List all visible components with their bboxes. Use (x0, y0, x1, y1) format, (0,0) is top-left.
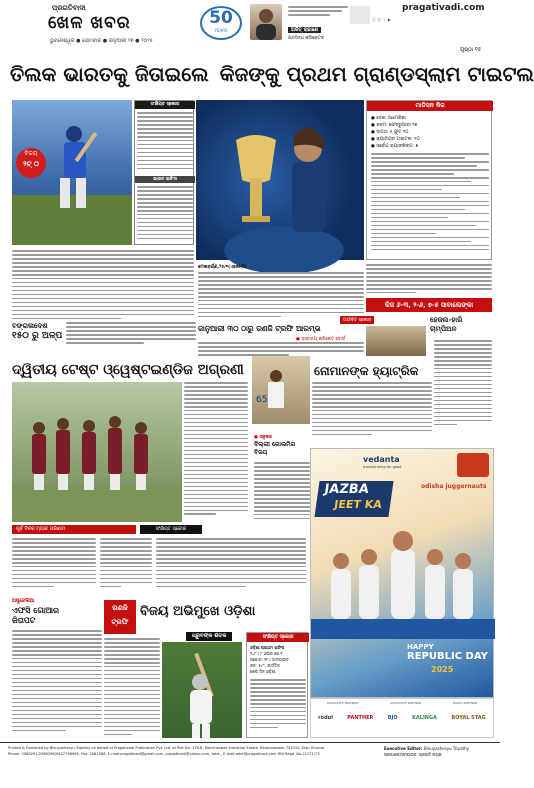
footer-contact: Phone: 2588291/2588298/9437798965, Fax: 2582588, E-mail:pragativadi@gmail.com, pragativadi@yahoo.com, Advt., E-mail:advt@pragativadi.com RNI Regd. No.21271/73 (8, 752, 320, 756)
score-line: ୨୪୮ / ୮ ଓଭର ୭୬.୧ (250, 651, 283, 656)
lead-headline (10, 62, 534, 96)
brief-score-label: ସଂକ୍ଷିପ୍ତ ସ୍କୋର (140, 525, 202, 534)
ranji-box (104, 600, 136, 634)
madison-story-body (366, 264, 492, 296)
bangladesh-title: ବଙ୍ଗଳାଦେଶ (12, 322, 48, 330)
scoreboard (134, 100, 194, 245)
century-photo (162, 642, 242, 738)
bottom-left-body (12, 630, 102, 736)
noman-photo (252, 356, 310, 424)
madison-facts (371, 115, 489, 150)
score-line: ରନ: ୫୯*, କାର୍ତ୍ତିକ (250, 663, 280, 668)
ranji-headline: ବିଜୟ ଅଭିମୁଖେ ଓଡ଼ିଶା (140, 604, 256, 619)
hockey-photo (366, 326, 426, 356)
madison-box (366, 100, 492, 260)
ranji-box-line2: ଟ୍ରଫି (111, 618, 129, 626)
columnist-name: ଅଜିତ୍ ରାହାଣେ (288, 27, 321, 33)
vedanta-ad (310, 448, 494, 698)
sponsor-role: ASSOCIATE PARTNER (389, 701, 422, 705)
columnist-sub: ପ୍ରସିଦ୍ଧ କ୍ରିକେଟର (288, 36, 325, 41)
bottom-left-tag: ଅଷ୍ଟ୍ରେଲିଆ (12, 599, 35, 604)
bottom-left-headline (12, 606, 102, 626)
lead-headline-right: କିଜଙ୍କୁ ପ୍ରଥମ ଗ୍ରାଣ୍ଡସ୍ଲାମ ଟାଇଟଲ (219, 62, 534, 86)
sponsor-strip (310, 698, 494, 738)
bottom-left-head-2: ଜିତାପଟ (12, 616, 36, 625)
madison-fact: ● କ୍ୟାରିୟର ଟାଇଟଲ: ୧୦ (371, 137, 420, 142)
ranji-box-line1: ରଣଜି (112, 604, 128, 612)
madison-fact: ● ସର୍ବୋଚ୍ଚ ର‌୍ୟାଙ୍କିଙ୍ଗ: ୭ (371, 144, 419, 149)
bottom-score-lines (250, 645, 306, 675)
previous-results-bar: ପୂର୍ବ ଦିନର ମ୍ୟାଚ୍ ପରିଣାମ (12, 525, 136, 534)
sponsor-logo: KALINGA (412, 715, 437, 721)
section-tag: ପ୍ରଗତିବାଦୀ (52, 4, 86, 12)
date-line: ଭୁବନେଶ୍ୱର ● ସୋମବାର ● ଜାନୁଆରୀ ୨୭ ● ୨୦୨୫ (50, 38, 153, 44)
page-number: ପୃଷ୍ଠା ୧୫ (460, 47, 482, 53)
second-test-headline: ଦ୍ୱିତୀୟ ଟେଷ୍ଟ ଓ୍ୱେଷ୍ଟଇଣ୍ଡିଜ ଅଗ୍ରଣୀ (12, 362, 244, 378)
offbeat-tag: ଅଫବିଟ ସ୍କୋର (340, 316, 374, 324)
scoreboard-title: ସଂକ୍ଷିପ୍ତ ସ୍କୋର (135, 101, 195, 109)
columnist-photo (250, 4, 282, 40)
ad-republic-day: REPUBLIC DAY (407, 651, 488, 662)
footer-editor-sub: ପ୍ରକାଶକ/ସମ୍ପାଦକ: ପ୍ରଗତି ନାୟକ (384, 752, 442, 757)
score-badge (16, 148, 46, 178)
ad-players-illustration (311, 509, 495, 639)
team-logo (457, 453, 489, 477)
bottom-left-head-1: ଏଫସି ଗୋଆର (12, 606, 60, 615)
bottom-score-box (246, 632, 308, 738)
score-line: ଓଡ଼ିଶା ପ୍ରଥମ ଇନିଂସ (250, 645, 285, 650)
site-name: pragativadi.com (402, 3, 485, 13)
madison-more-facts (371, 153, 489, 253)
anniversary-number: 50 (209, 8, 233, 28)
footer-editor-label: Executive Editor: (384, 746, 423, 751)
hockey-title: ହେଜଲ-ହାରି (430, 316, 463, 324)
century-tag: ଧ୍ରୁବଙ୍କ ଶତକ (186, 632, 232, 641)
sponsor-logo: rodul (318, 715, 333, 721)
section-title: ଖେଳ ଖବର (48, 13, 131, 33)
sponsor-logo: BJO (387, 715, 398, 721)
columnist-quote (288, 6, 348, 22)
bangladesh-sub: ୧୫୦ ରୁ ଅଳ୍ପ (12, 331, 63, 341)
sponsor-logo: PANTHER (347, 715, 374, 721)
cricket-story-body (12, 250, 194, 320)
madison-box-title: ମାଡିସନ କିଜ (367, 101, 493, 111)
final-result-bar: କିଜ ୬-୩, ୨-୬, ୭-୫ ସାବାଲେଙ୍କା (366, 298, 492, 312)
sponsor-role: RADIO PARTNER (452, 701, 478, 705)
tennis-story-body (198, 272, 364, 320)
ad-happy: HAPPY (407, 643, 434, 651)
social-icons: ⓕ ⓧ ⓘ ▶ (372, 17, 391, 22)
t20-byline: ● ଭାରତୀୟ କ୍ରିକେଟ ବୋର୍ଡ (296, 337, 346, 342)
hockey-story-body (434, 340, 492, 440)
bangladesh-story-body (66, 322, 196, 348)
ad-team-text: odisha juggernauts (421, 483, 487, 490)
madison-fact: ● ଜନ୍ମ: ଫେବ୍ରୁଆରୀ ୧୭ (371, 123, 418, 128)
bottom-score-title: ସଂକ୍ଷିପ୍ତ ସ୍କୋର (247, 633, 309, 642)
snooker-headline: ଦିଲ୍ଲୀ ଗୋଲମିର ବିଜୟ (254, 441, 296, 456)
tennis-caption: ମେଲବର୍ଣ୍ଣ,୨୫/୧(ଏଜେନ୍ସି) (198, 265, 247, 270)
ad-slogan-line1: JAZBA (323, 482, 370, 497)
sponsor-logo: ROYAL STAG (451, 715, 486, 721)
scoreboard-title-2: ଭାରତ ଇନିଂସ (135, 176, 195, 183)
footer-editor-name: Bivuyashesyu Tripathy (424, 746, 469, 751)
masthead-date-block (350, 6, 370, 24)
brief-score-col-a (100, 538, 152, 594)
noman-headline: ନୋମାନଙ୍କ ହ୍ୟାଟ୍ରିକ (314, 364, 419, 378)
scoreboard-rows-a (137, 112, 193, 174)
tennis-photo (196, 100, 364, 260)
anniversary-logo (200, 6, 242, 40)
ad-slogan-line2: JEET KA (333, 498, 383, 511)
snooker-tag: ● ସ୍ନୁକର (254, 435, 273, 440)
footer-imprint: Printed & Published by Bivuyashesyu Tripathy on behalf of Pragativadi Publication Pvt. Ltd. at Plot No. 178-B, Mancheswar Industrial Estate, Bhubaneswar-751010, Dist: Khurda (8, 746, 324, 750)
vedanta-brand-sub: transforming for good (363, 465, 402, 469)
previous-results-body (12, 538, 96, 594)
ranji-story-body (104, 638, 160, 738)
madison-fact: ● ଦେଶ: ଆମେରିକା (371, 116, 406, 121)
lead-headline-left: ତିଲକ ଭାରତକୁ ଜିତାଇଲେ (10, 62, 209, 86)
score-line: ସ୍କୋର: ୧୮୪ ଅଲଆଉଟ (250, 657, 289, 662)
hockey-sub: ଚାମ୍ପିଅନ (430, 325, 457, 333)
score-line: ଶେଷ ଦିନ ଓଡ଼ିଶା (250, 669, 276, 674)
masthead (0, 0, 500, 60)
sidebar-story-body (254, 486, 310, 526)
madison-fact: ● ଉଚ୍ଚତା: ୫ ଫୁଟ ୧୦ (371, 130, 409, 135)
westindies-photo (12, 382, 182, 522)
t20-headline: ଜାନୁଆରୀ ୩୦ ଠାରୁ ରଣଜି ଟ୍ରଫି ଆରମ୍ଭ (198, 324, 321, 333)
footer (0, 742, 500, 788)
ad-year: 2025 (431, 665, 454, 674)
score-badge-line1: ବିଜୟ (24, 150, 38, 157)
noman-story-body (312, 382, 432, 446)
svg-text:65: 65 (256, 395, 268, 405)
bottom-score-more (250, 679, 306, 737)
hockey-title-box (430, 316, 492, 334)
scoreboard-rows-b (137, 186, 193, 244)
brief-score-col-b (156, 538, 306, 594)
sponsor-role: ASSOCIATE PARTNER (326, 701, 359, 705)
cricket-photo (12, 100, 132, 245)
westindies-story-body (184, 382, 248, 522)
score-badge-line2: ୨ଟ୍ ୦ (23, 160, 39, 168)
anniversary-word: YEARS (214, 28, 228, 33)
vedanta-brand: vedanta (363, 455, 400, 464)
bangladesh-story-title (12, 322, 64, 341)
